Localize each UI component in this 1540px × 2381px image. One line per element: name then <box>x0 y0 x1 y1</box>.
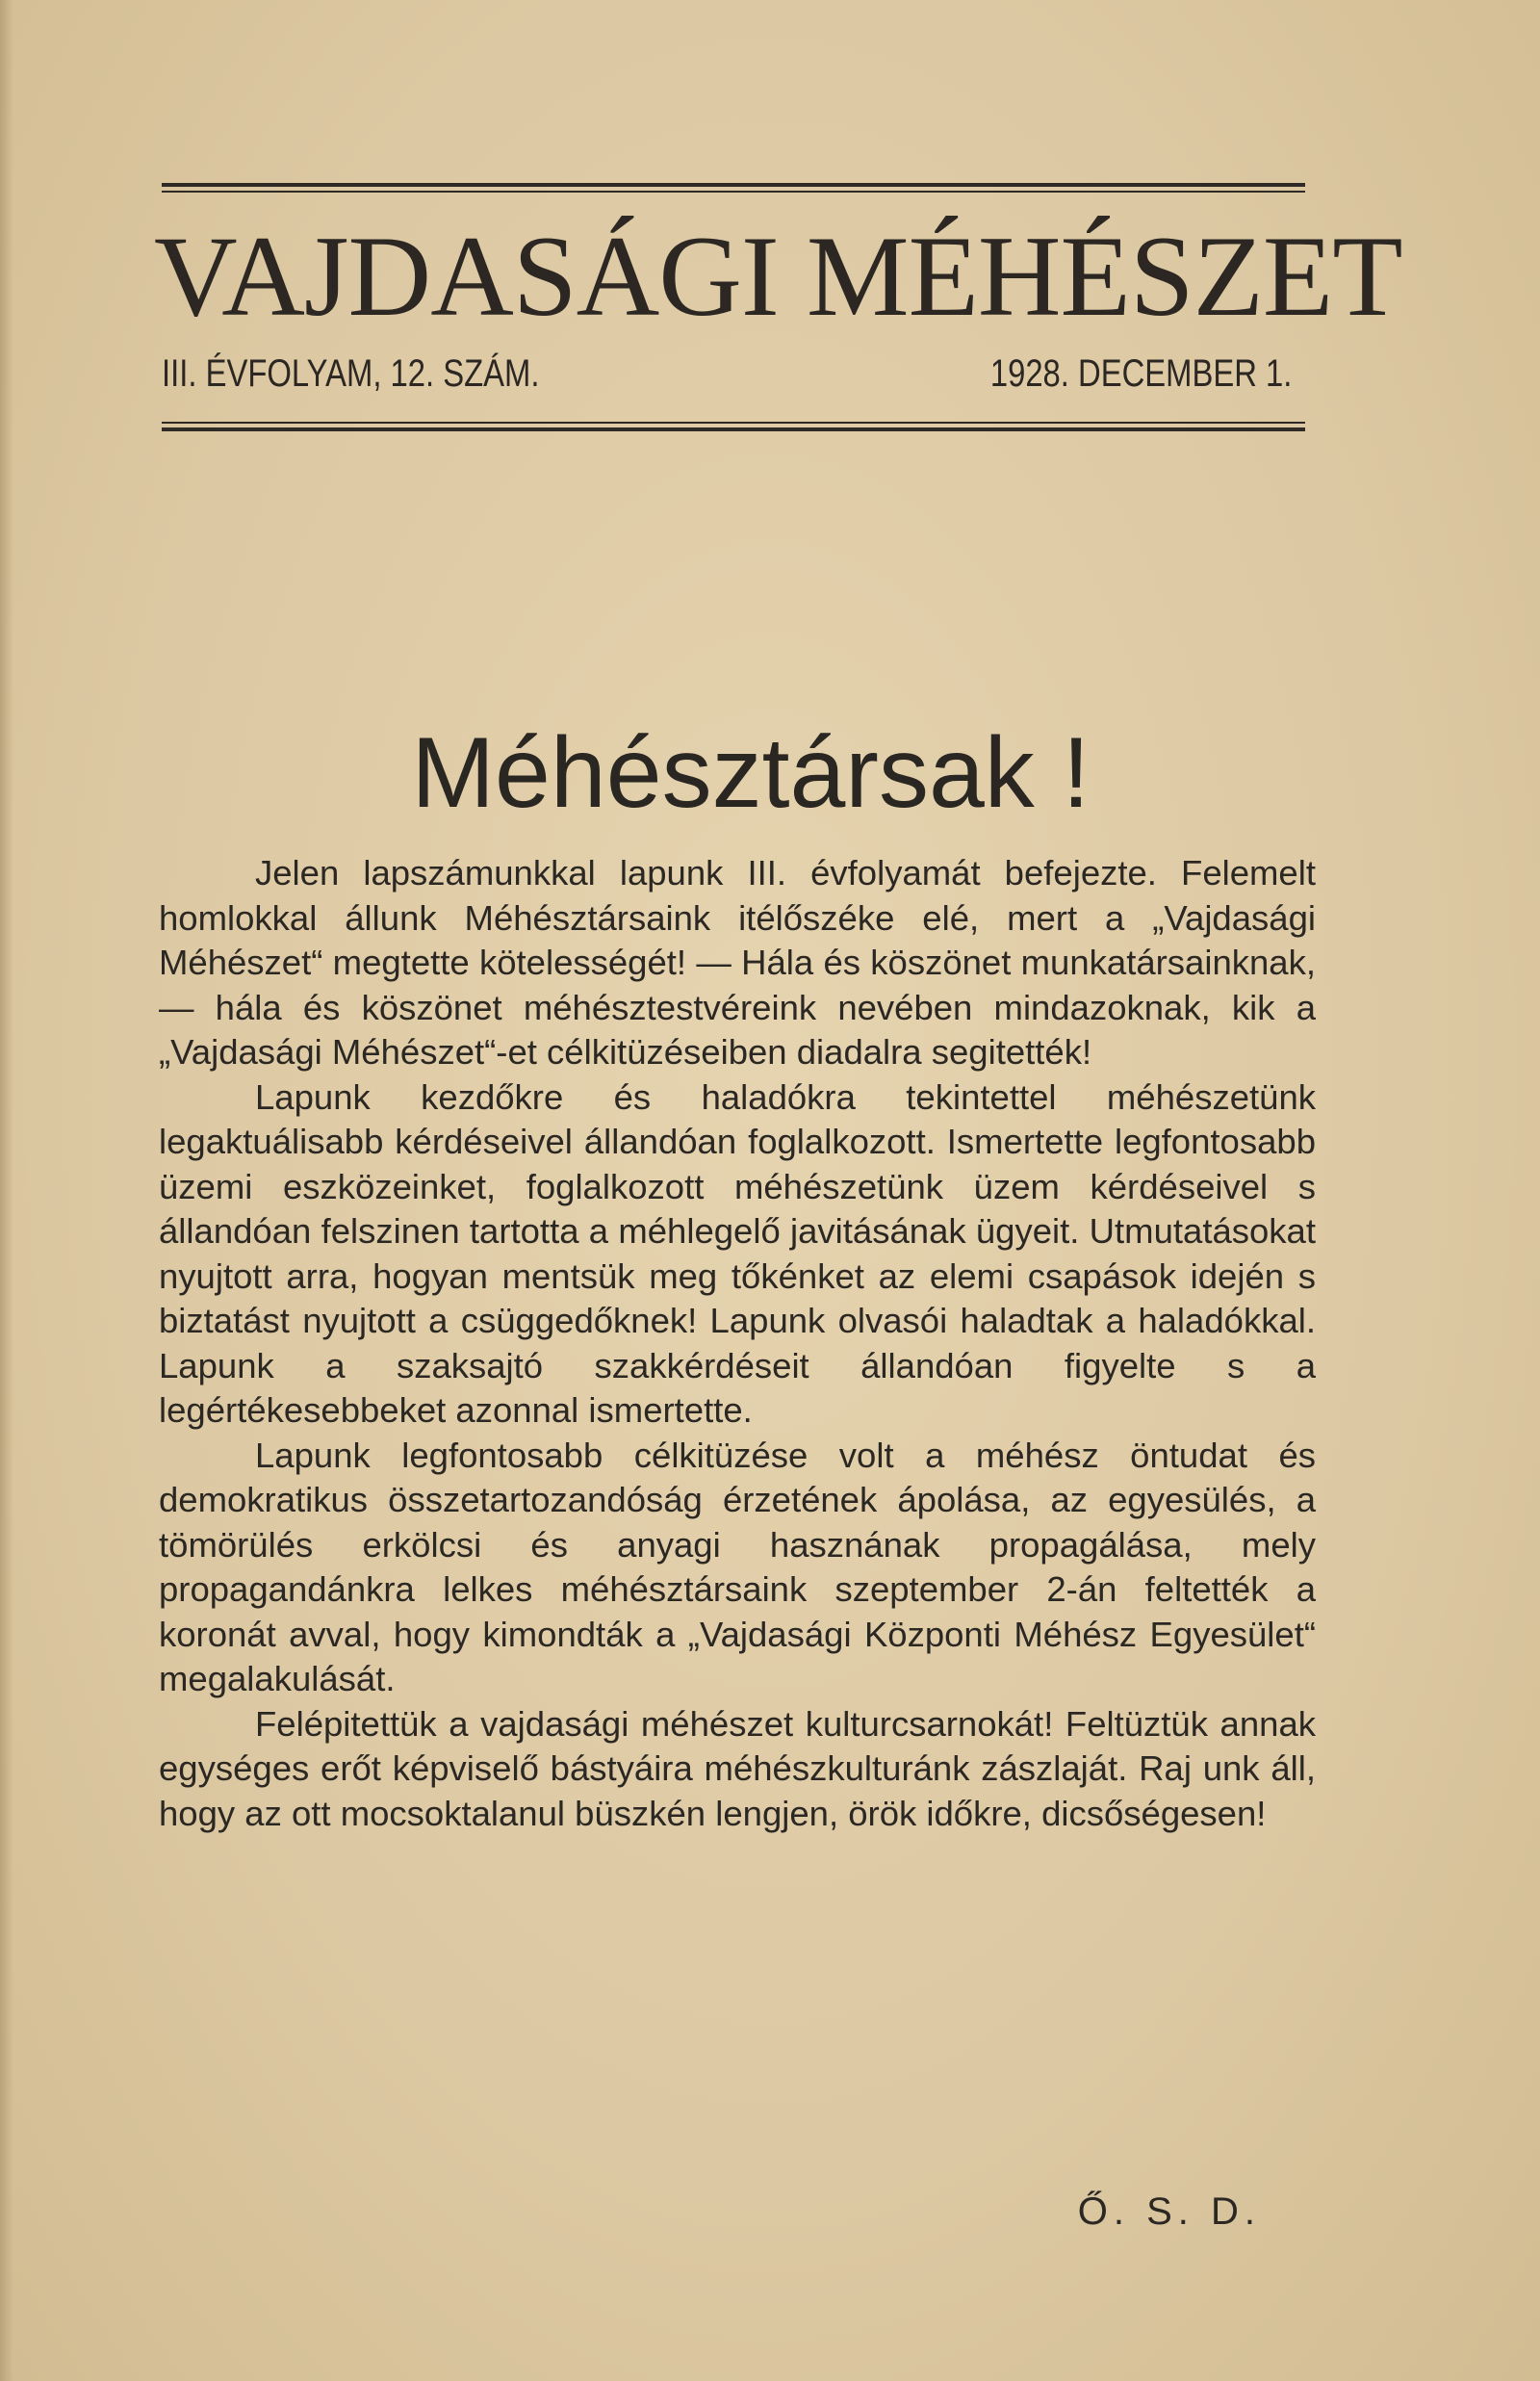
article-body <box>159 851 1316 1836</box>
author-signature: Ő. S. D. <box>1077 2190 1261 2233</box>
masthead-top-rule-thin <box>162 191 1305 193</box>
masthead-title: VAJDASÁGI MÉHÉSZET <box>154 212 1402 340</box>
article-paragraph-1: Jelen lapszámunkkal lapunk III. évfolyamát befejezte. Felemelt homlokkal állunk Méhésztársaink itélőszéke elé, mert a „Vajdasági Méhészet“ megtette kötelességét! — Hála és köszönet munkatársainknak, — hála és köszönet méhésztestvéreink nevében mindazoknak, kik a „Vajdasági Méhészet“-et célkitüzéseiben diadalra segitették! <box>159 853 1316 1072</box>
masthead-bottom-rule <box>162 422 1305 424</box>
masthead-bottom-rule-thick <box>162 427 1305 431</box>
article-paragraph-2: Lapunk kezdőkre és haladókra tekintettel méhészetünk legaktuálisabb kérdéseivel állandóan foglalkozott. Ismertette legfontosabb üzemi eszközeinket, foglalkozott méhészetünk üzem kérdéseivel s állandóan felszinen tartotta a méhlegelő javitásának ügyeit. Utmutatásokat nyujtott arra, hogyan mentsük meg tőkénket az elemi csapások idején s biztatást nyujtott a csüggedőknek! Lapunk olvasói haladtak a haladókkal. Lapunk a szaksajtó szakkérdéseit állandóan figyelte s a legértékesebbeket azonnal ismertette. <box>159 1076 1316 1430</box>
issue-date: 1928. DECEMBER 1. <box>989 352 1292 395</box>
masthead-top-rule <box>162 183 1305 187</box>
volume-issue: III. ÉVFOLYAM, 12. SZÁM. <box>162 352 540 395</box>
article-paragraph-3: Lapunk legfontosabb célkitüzése volt a méhész öntudat és demokratikus összetartozandóság érzetének ápolása, az egyesülés, a tömörülés erkölcsi és anyagi hasznának propagálása, mely propagandánkra lelkes méhésztársaink szeptember 2-án feltették a koronát avval, hogy kimondták a „Vajdasági Központi Méhész Egyesület“ megalakulását. <box>159 1435 1316 1698</box>
article-paragraph-4: Felépitettük a vajdasági méhészet kulturcsarnokát! Feltüztük annak egységes erőt képviselő bástyáira méhészkulturánk zászlaját. Raj unk áll, hogy az ott mocsoktalanul büszkén lengjen, örök időkre, dicsőségesen! <box>159 1703 1316 1833</box>
article-headline: Méhésztársak ! <box>411 717 1091 829</box>
spine-shadow <box>0 0 13 2381</box>
